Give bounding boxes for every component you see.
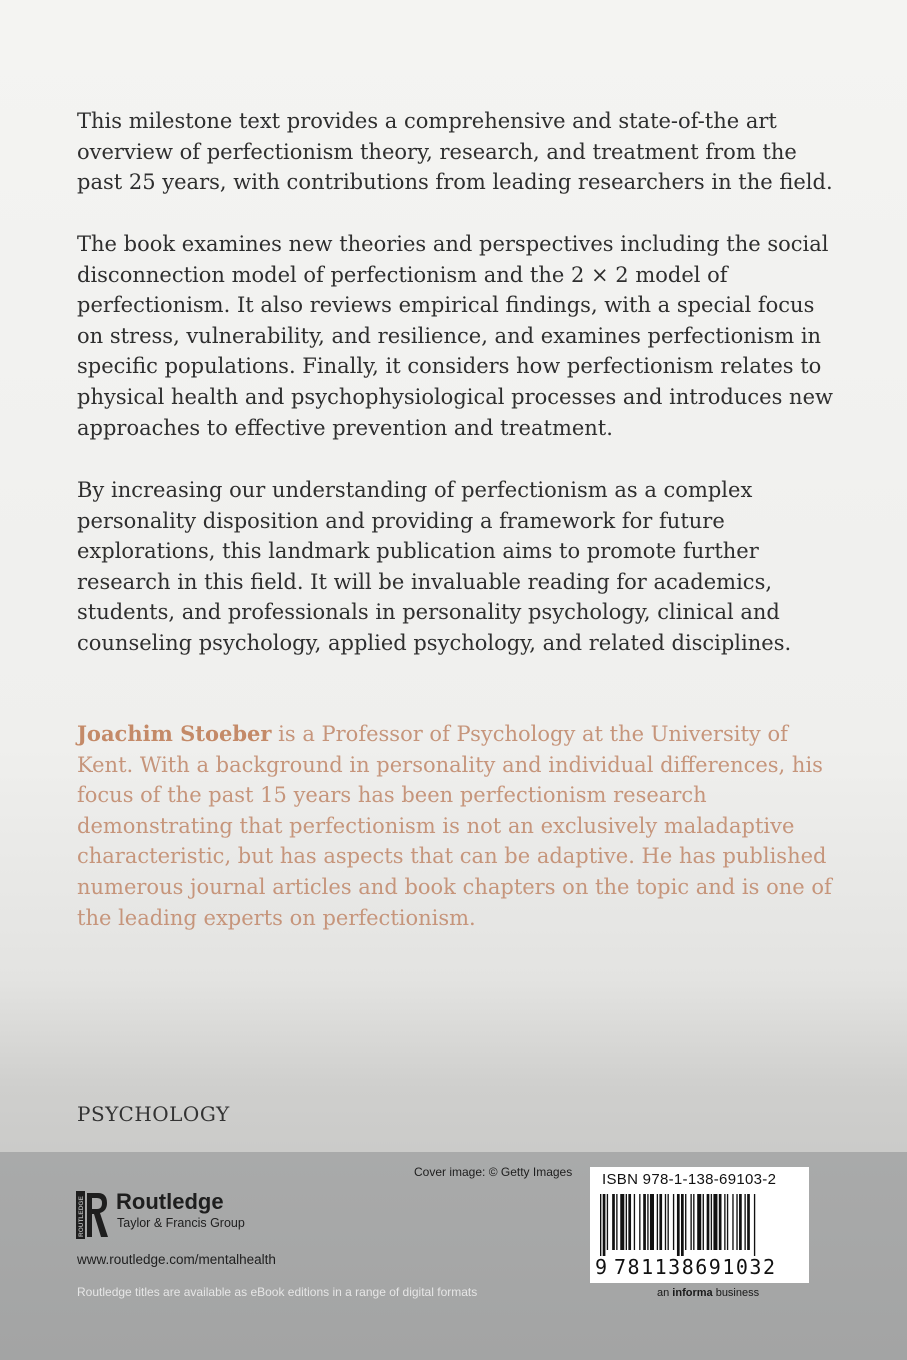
barcode-first-digit: 9 (595, 1255, 608, 1279)
barcode-bar (681, 1194, 684, 1256)
barcode-bar (690, 1194, 691, 1250)
ebook-note: Routledge titles are available as eBook editions in a range of digital formats (77, 1285, 478, 1299)
author-bio (77, 719, 837, 933)
barcode-bar (724, 1194, 725, 1250)
routledge-logo-icon (76, 1191, 110, 1239)
barcode-bar (634, 1194, 635, 1250)
barcode-bar (736, 1194, 737, 1250)
barcode-bar (616, 1194, 617, 1250)
barcode-bar (643, 1194, 646, 1250)
barcode-bar (659, 1194, 662, 1250)
barcode-bar (727, 1194, 728, 1250)
barcode-bar (713, 1194, 717, 1250)
publisher-name: Routledge (116, 1189, 224, 1214)
barcode-bar (647, 1194, 648, 1250)
author-bio-text: is a Professor of Psychology at the University of Kent. With a background in personality and individual differences, his focus of the past 15 years has been perfectionism research demonstrating that perfectionism is not an exclusively maladaptive characteristic, but has aspects that can be adaptive. He has published numerous journal articles and book chapters on the topic and is one of the leading experts on perfectionism. (77, 722, 832, 930)
barcode-bar (657, 1194, 658, 1250)
barcode-bar (600, 1194, 601, 1256)
barcode-bar (612, 1194, 615, 1250)
barcode-bar (739, 1194, 742, 1250)
description-paragraph-1: This milestone text provides a comprehensive and state-of-the art overview of perfectionism theory, research, and treatment from the past 25 years, with contributions from leading researchers in the field. (77, 109, 833, 195)
barcode-bar (665, 1194, 666, 1250)
barcode-bar (747, 1194, 750, 1250)
barcode-bars (598, 1194, 801, 1256)
publisher-logo (76, 1191, 276, 1239)
publisher-group: Taylor & Francis Group (117, 1216, 245, 1230)
barcode-digits: 781138691032 (614, 1255, 777, 1279)
barcode-bar (603, 1194, 606, 1256)
barcode-bar (744, 1194, 745, 1250)
barcode-bar (719, 1194, 722, 1250)
publisher-website[interactable]: www.routledge.com/mentalhealth (77, 1252, 276, 1267)
subject-category: PSYCHOLOGY (77, 1102, 230, 1126)
cover-credit: Cover image: © Getty Images (414, 1165, 573, 1179)
barcode-bar (711, 1194, 712, 1250)
barcode-bar (707, 1194, 710, 1250)
isbn-text: ISBN 978-1-138-69103-2 (602, 1171, 777, 1188)
barcode-bar (650, 1194, 654, 1250)
description-paragraph-3: By increasing our understanding of perfectionism as a complex personality disposition and providing a framework for future explorations, this landmark publication aims to promote further research in this field. It will be invaluable reading for academics, students, and professionals in personality psychology, clinical and counseling psychology, applied psychology, and related disciplines. (77, 478, 792, 655)
barcode-bar (754, 1194, 755, 1256)
barcode-bar (697, 1194, 701, 1250)
barcode-bar (685, 1194, 686, 1250)
informa-note (657, 1287, 759, 1299)
barcode-bar (607, 1194, 608, 1250)
informa-suffix: business (712, 1287, 760, 1299)
barcode-bar (732, 1194, 733, 1250)
barcode-bar (620, 1194, 624, 1250)
informa-prefix: an (657, 1287, 673, 1299)
barcode-bar (673, 1194, 674, 1250)
informa-bold: informa (672, 1287, 713, 1299)
barcode-bar (677, 1194, 680, 1256)
description-paragraph-2: The book examines new theories and perspectives including the social disconnection model of perfectionism and the 2 × 2 model of perfectionism. It also reviews empirical findings, with a special focus on stress, vulnerability, and resilience, and examines perfectionism in specific populations. Finally, it considers how perfectionism relates to physical health and psychophysiological processes and introduces new approaches to effective prevention and treatment. (77, 232, 833, 440)
barcode-bar (628, 1194, 631, 1250)
author-name: Joachim Stoeber (77, 721, 272, 746)
barcode-bar (693, 1194, 694, 1250)
barcode-bar (626, 1194, 627, 1250)
barcode-bar (668, 1194, 669, 1250)
barcode-bar (703, 1194, 704, 1250)
isbn-barcode (590, 1167, 809, 1283)
barcode-bar (639, 1194, 640, 1250)
logo-vertical-text: ROUTLEDGE (78, 1196, 85, 1237)
